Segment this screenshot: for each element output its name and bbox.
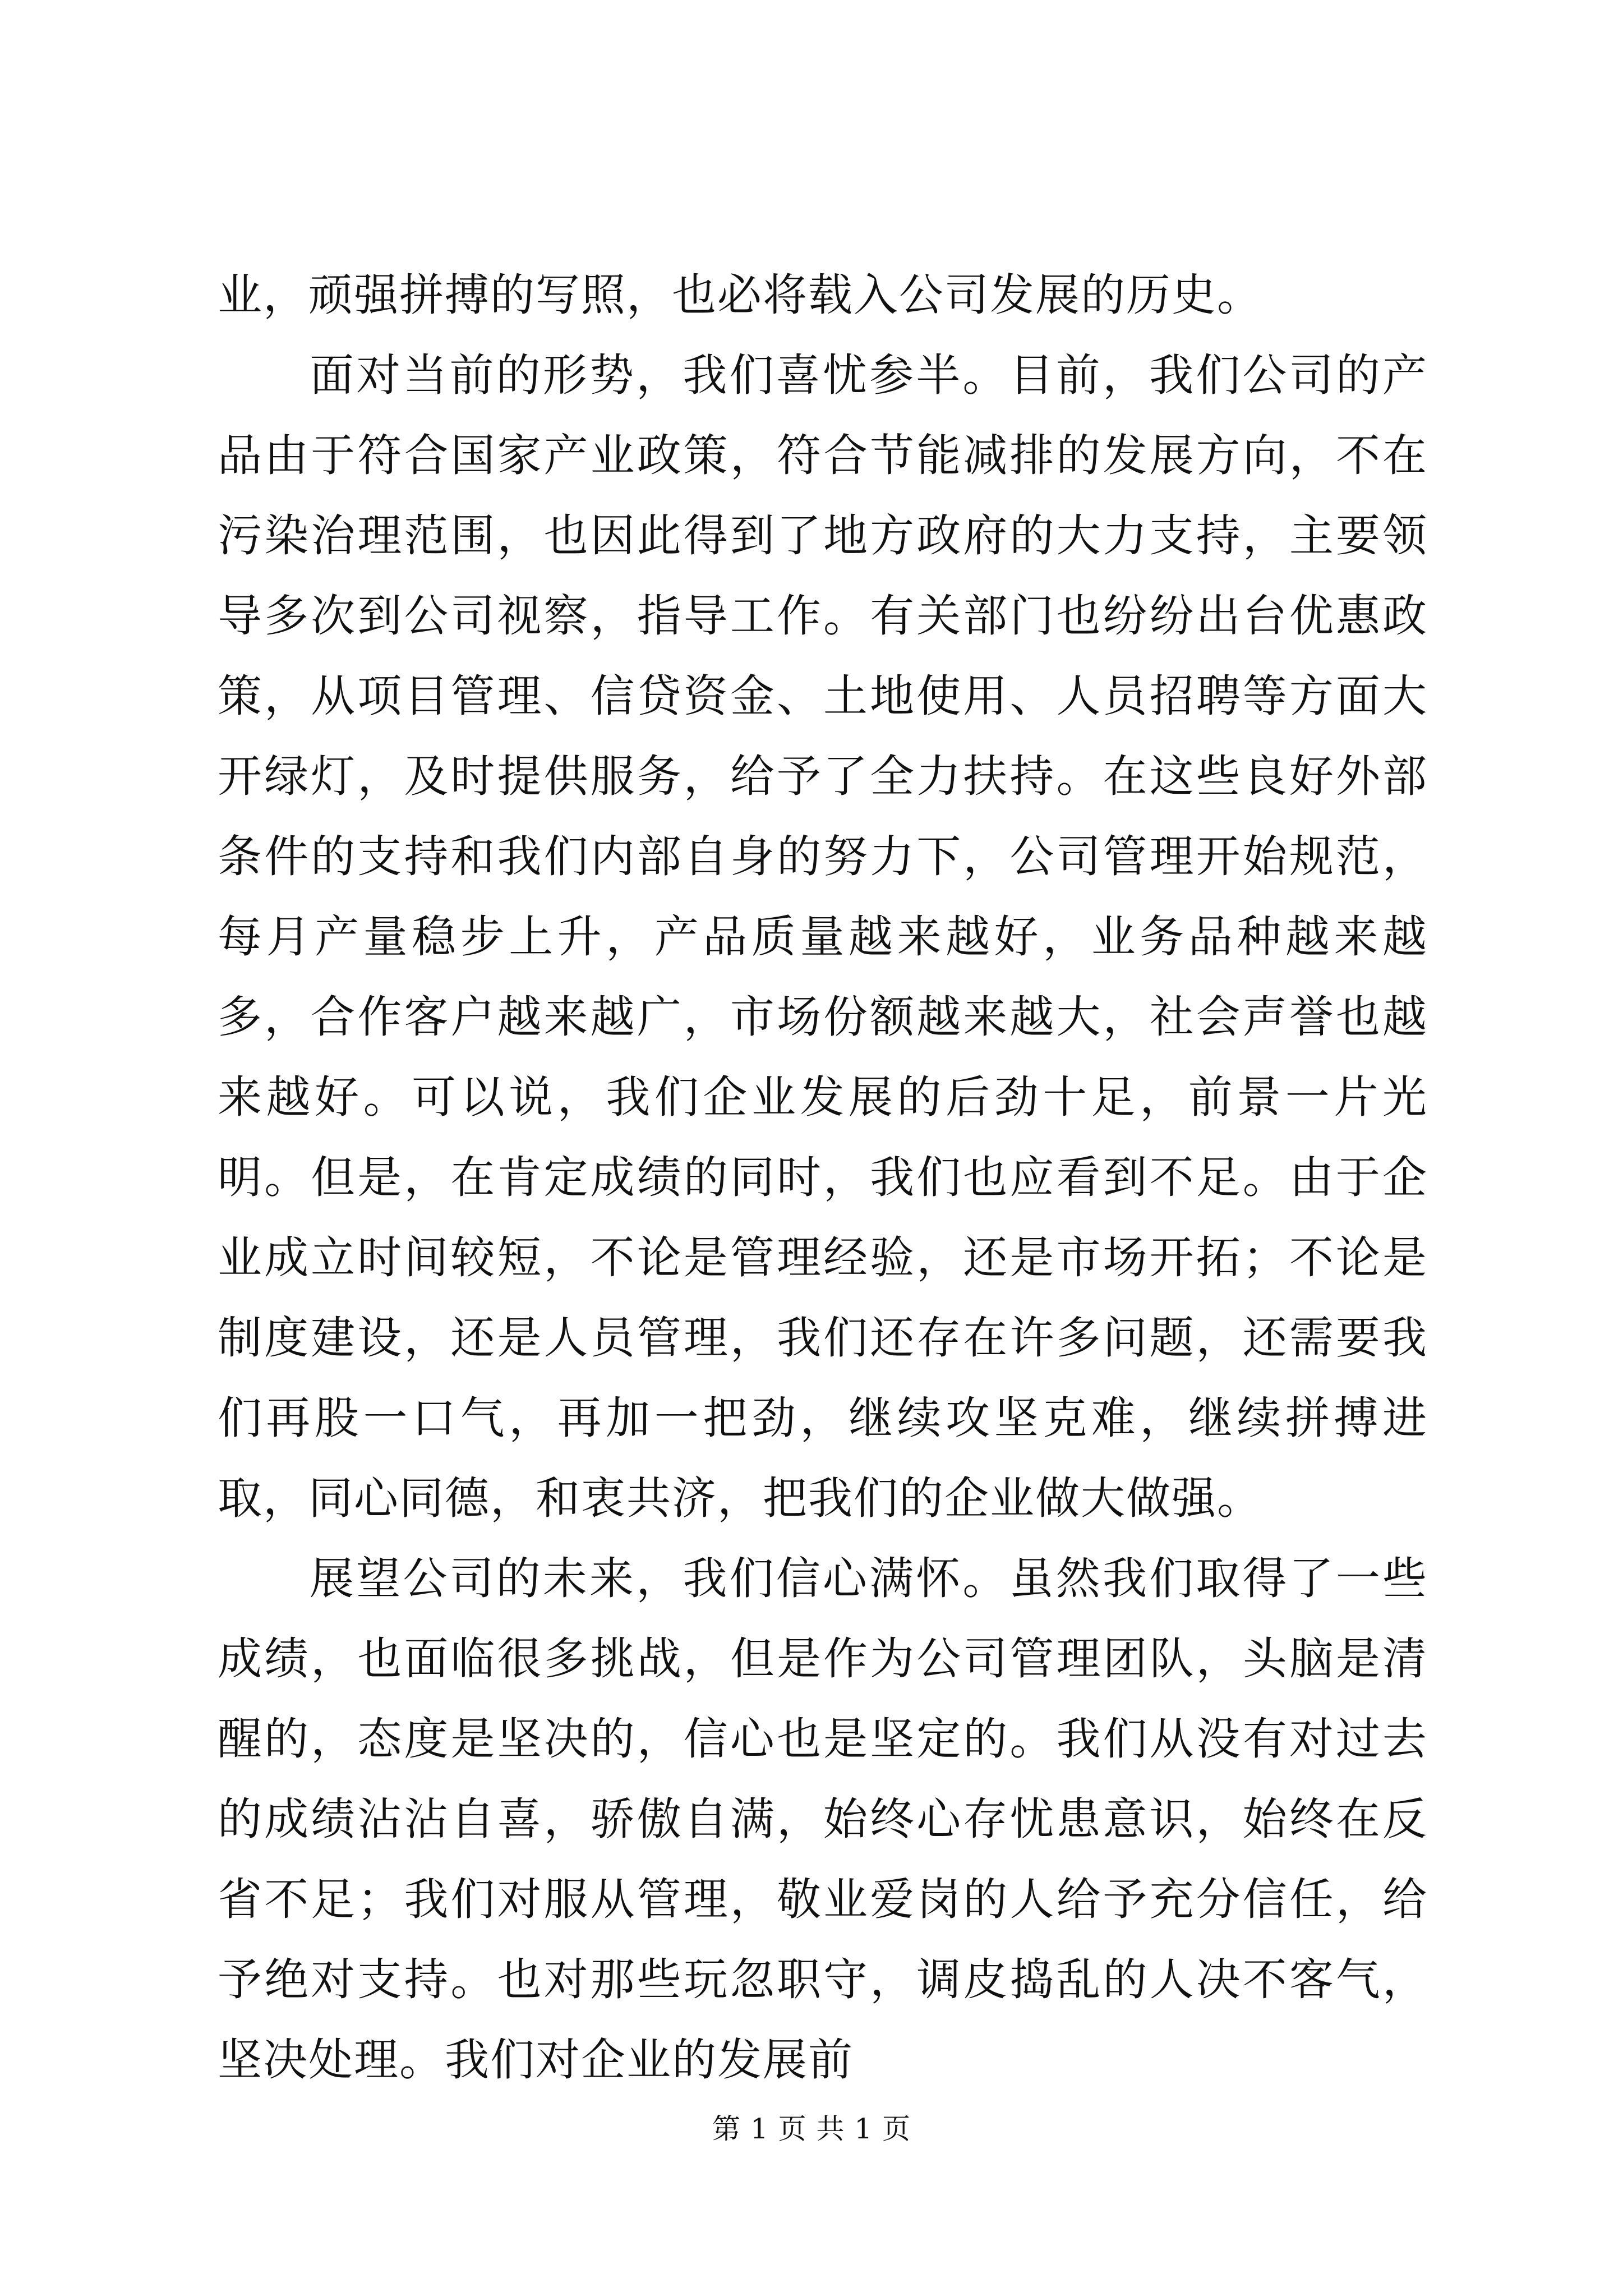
paragraph-3: 展望公司的未来，我们信心满怀。虽然我们取得了一些成绩，也面临很多挑战，但是作为公司管理团队，头脑是清醒的，态度是坚决的，信心也是坚定的。我们从没有对过去的成绩沾沾自喜，骄傲自满，始终心存忧患意识，始终在反省不足；我们对服从管理，敬业爱岗的人给予充分信任，给予绝对支持。也对那些玩忽职守，调皮捣乱的人决不客气，坚决处理。我们对企业的发展前	[218, 1553, 1428, 2086]
document-body	[218, 255, 1428, 2100]
page-footer: 第 1 页 共 1 页	[712, 2113, 911, 2145]
paragraph-1: 业，顽强拼搏的写照，也必将载入公司发展的历史。	[218, 269, 1262, 321]
paragraph-2: 面对当前的形势，我们喜忧参半。目前，我们公司的产品由于符合国家产业政策，符合节能减排的发展方向，不在污染治理范围，也因此得到了地方政府的大力支持，主要领导多次到公司视察，指导工作。有关部门也纷纷出台优惠政策，从项目管理、信贷资金、土地使用、人员招聘等方面大开绿灯，及时提供服务，给予了全力扶持。在这些良好外部条件的支持和我们内部自身的努力下，公司管理开始规范，每月产量稳步上升，产品质量越来越好，业务品种越来越多，合作客户越来越广，市场份额越来越大，社会声誉也越来越好。可以说，我们企业发展的后劲十足，前景一片光明。但是，在肯定成绩的同时，我们也应看到不足。由于企业成立时间较短，不论是管理经验，还是市场开拓；不论是制度建设，还是人员管理，我们还存在许多问题，还需要我们再股一口气，再加一把劲，继续攻坚克难，继续拼搏进取，同心同德，和衷共济，把我们的企业做大做强。	[218, 349, 1428, 1524]
